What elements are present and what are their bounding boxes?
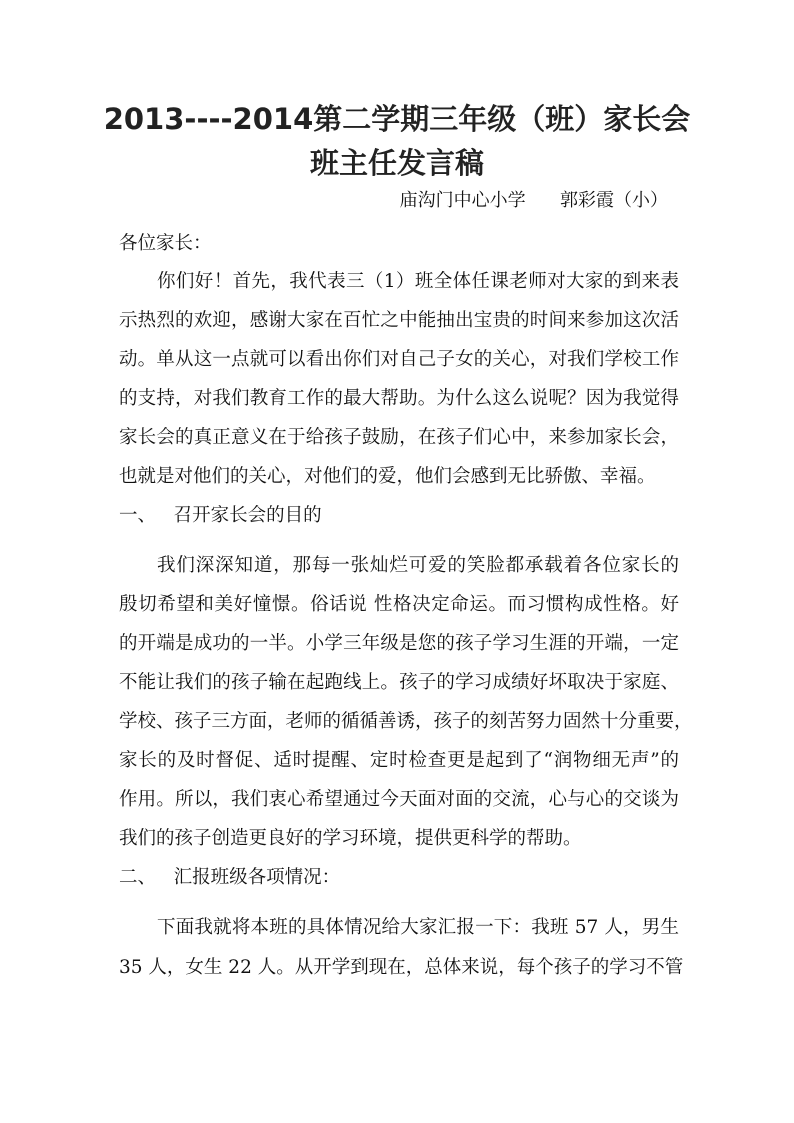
section1-line-1: 我们深深知道，那每一张灿烂可爱的笑脸都承载着各位家长的 <box>157 555 679 576</box>
intro-line-5: 家长会的真正意义在于给孩子鼓励，在孩子们心中，来参加家长会， <box>119 427 679 448</box>
section1-line-4: 不能让我们的孩子输在起跑线上。孩子的学习成绩好坏取决于家庭、 <box>119 672 679 693</box>
section1-line-2: 殷切希望和美好憧憬。俗话说 性格决定命运。而习惯构成性格。好 <box>119 594 679 615</box>
intro-line-6: 也就是对他们的关心，对他们的爱，他们会感到无比骄傲、幸福。 <box>119 466 656 487</box>
title-line-1: 2013----2014第二学期三年级（班）家长会 <box>103 102 691 136</box>
section2-heading: 二、 汇报班级各项情况： <box>119 867 341 888</box>
intro-line-3: 动。单从这一点就可以看出你们对自己子女的关心，对我们学校工作 <box>119 349 679 370</box>
intro-line-2: 示热烈的欢迎，感谢大家在百忙之中能抽出宝贵的时间来参加这次活 <box>119 310 679 331</box>
greeting: 各位家长： <box>119 233 212 254</box>
section1-line-6: 家长的及时督促、适时提醒、定时检查更是起到了“润物细无声”的 <box>119 750 679 771</box>
author-line: 庙沟门中心小学 郭彩霞（小） <box>399 190 668 211</box>
section1-line-3: 的开端是成功的一半。小学三年级是您的孩子学习生涯的开端，一定 <box>119 633 679 654</box>
section1-line-7: 作用。所以，我们衷心希望通过今天面对面的交流，心与心的交谈为 <box>119 789 679 810</box>
title-line-2: 班主任发言稿 <box>309 146 484 180</box>
section2-line-2: 35 人，女生 22 人。从开学到现在，总体来说，每个孩子的学习不管 <box>119 957 684 978</box>
section2-line-1: 下面我就将本班的具体情况给大家汇报一下：我班 57 人，男生 <box>157 917 679 938</box>
section1-line-5: 学校、孩子三方面，老师的循循善诱，孩子的刻苦努力固然十分重要， <box>119 711 693 732</box>
section1-line-8: 我们的孩子创造更良好的学习环境，提供更科学的帮助。 <box>119 828 582 849</box>
intro-line-1: 你们好！首先，我代表三（1）班全体任课老师对大家的到来表 <box>157 271 679 292</box>
section1-heading: 一、 召开家长会的目的 <box>119 505 322 526</box>
intro-line-4: 的支持，对我们教育工作的最大帮助。为什么这么说呢？因为我觉得 <box>119 388 679 409</box>
